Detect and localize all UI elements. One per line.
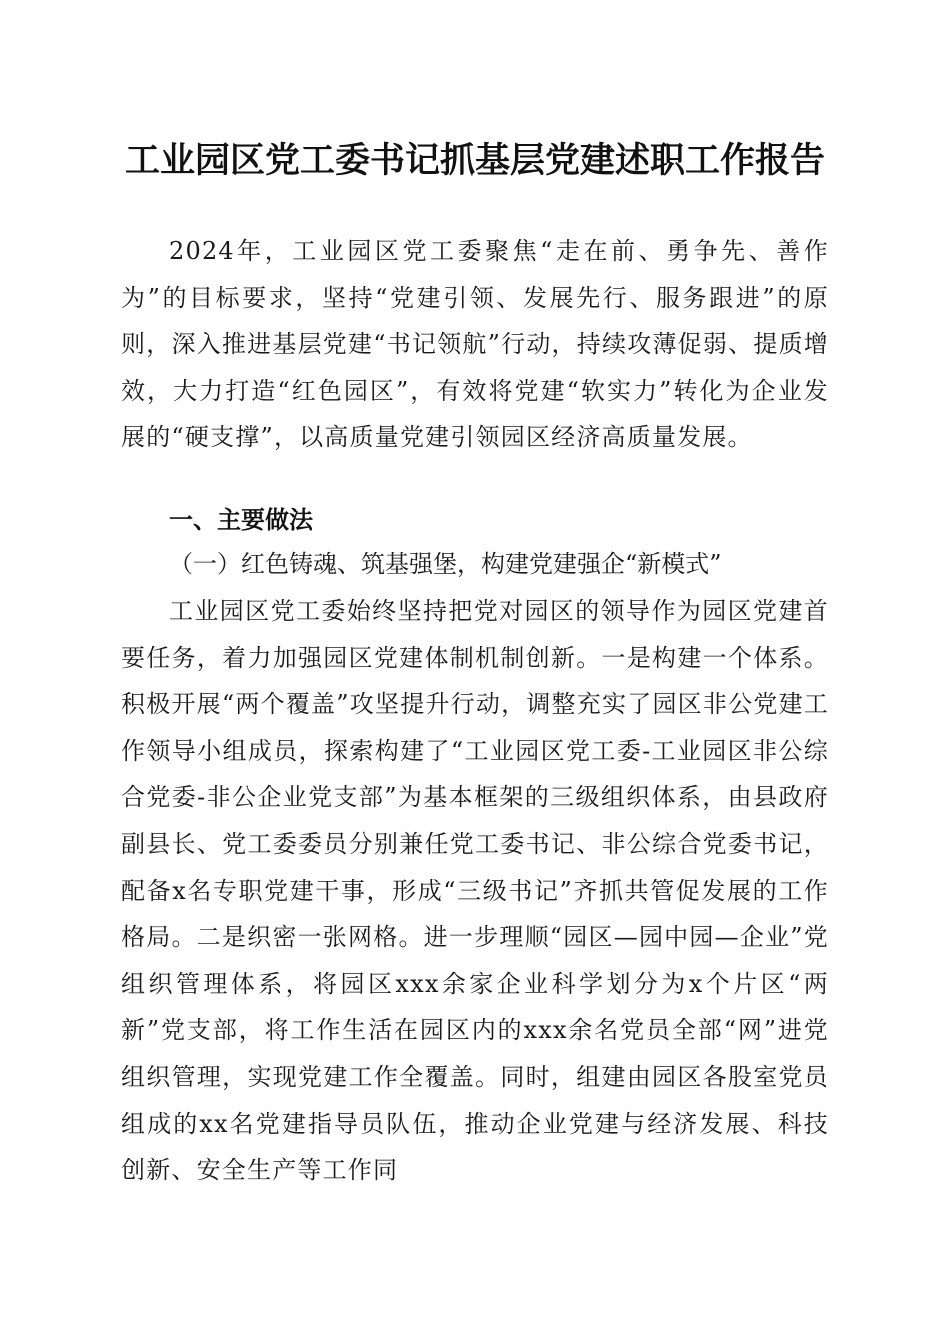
subsection-paragraph: 工业园区党工委始终坚持把党对园区的领导作为园区党建首要任务，着力加强园区党建体制机制创新。一是构建一个体系。积极开展“两个覆盖”攻坚提升行动，调整充实了园区非公党建工作领导小组成员，探索构建了“工业园区党工委-工业园区非公综合党委-非公企业党支部”为基本框架的三级组织体系，由县政府副县长、党工委委员分别兼任党工委书记、非公综合党委书记，配备x名专职党建干事，形成“三级书记”齐抓共管促发展的工作格局。二是织密一张网格。进一步理顺“园区—园中园—企业”党组织管理体系，将园区xxx余家企业科学划分为x个片区“两新”党支部，将工作生活在园区内的xxx余名党员全部“网”进党组织管理，实现党建工作全覆盖。同时，组建由园区各股室党员组成的xx名党建指导员队伍，推动企业党建与经济发展、科技创新、安全生产等工作同 — [121, 597, 829, 1185]
section-heading: 一、主要做法 — [169, 506, 313, 534]
document-title: 工业园区党工委书记抓基层党建述职工作报告 — [124, 140, 825, 181]
subsection-heading: （一）红色铸魂、筑基强堡，构建党建强企“新模式” — [169, 550, 722, 578]
intro-paragraph: 2024年，工业园区党工委聚焦“走在前、勇争先、善作为”的目标要求，坚持“党建引领、发展先行、服务跟进”的原则，深入推进基层党建“书记领航”行动，持续攻薄促弱、提质增效，大力打造“红色园区”，有效将党建“软实力”转化为企业发展的“硬支撑”，以高质量党建引领园区经济高质量发展。 — [121, 237, 829, 452]
